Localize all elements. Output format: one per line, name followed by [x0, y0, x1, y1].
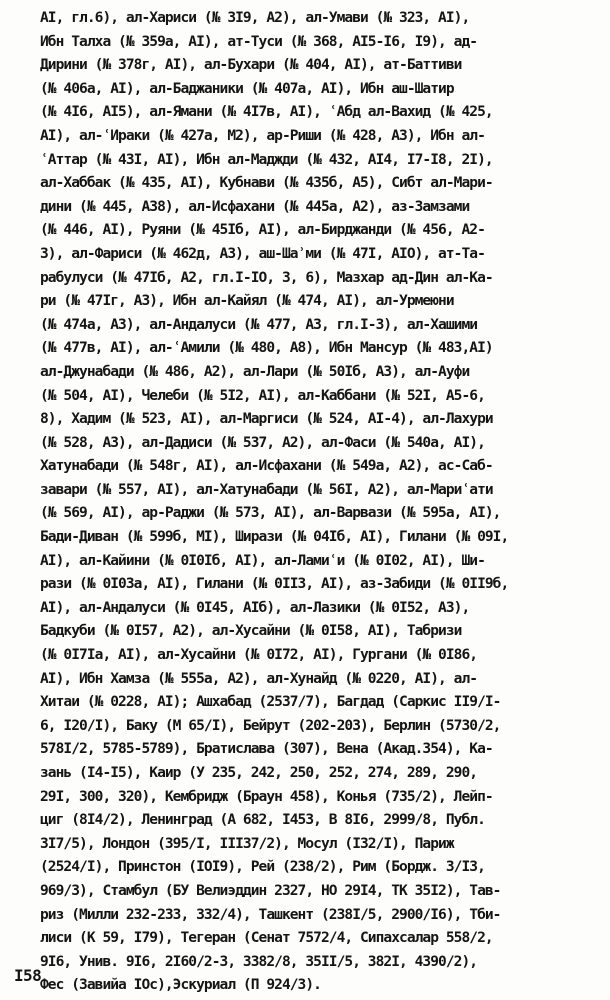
text-line: ри (№ 47Iг, A3), Ибн ал-Кайял (№ 474, AI), ал-Урмеюни	[40, 292, 454, 310]
text-line: Хитаи (№ 0228, AI); Ашхабад (2537/7), Багдад (Саркис II9/I-	[40, 693, 501, 711]
page-number: I58	[14, 966, 42, 985]
text-line: (№ 4I6, AI5), ал-Ямани (№ 4I7в, AI), ʿАбд ал-Вахид (№ 425,	[40, 103, 493, 121]
text-line: (№ 406а, AI), ал-Баджаники (№ 407а, AI), Ибн аш-Шатир	[40, 79, 454, 97]
text-line: (№ 477в, AI), ал-ʿАмили (№ 480, A8), Ибн Мансур (№ 483,AI)	[40, 339, 493, 357]
text-line: ʿАттар (№ 43I, AI), Ибн ал-Маджди (№ 432, AI4, I7-I8, 2I),	[40, 150, 493, 168]
text-line: циг (8I4/2), Ленинград (A 682, I453, В 8I6, 2999/8, Публ.	[40, 811, 485, 829]
text-line: риз (Милли 232-233, 332/4), Ташкент (238I/5, 2900/I6), Тби-	[40, 905, 501, 923]
body-text	[40, 6, 600, 997]
text-line: рабулуси (№ 47Iб, A2, гл.I-IO, 3, 6), Мазхар ад-Дин ал-Ка-	[40, 268, 493, 286]
text-line: Ибн Талха (№ 359а, AI), ат-Туси (№ 368, AI5-I6, I9), ад-	[40, 32, 478, 50]
text-line: 969/3), Стамбул (БУ Велиэддин 2327, НО 29I4, ТК 35I2), Тав-	[40, 881, 501, 899]
text-line: Бади-Диван (№ 599б, MI), Ширази (№ 04Iб, AI), Гилани (№ 09I,	[40, 528, 509, 546]
text-line: AI, гл.6), ал-Хариси (№ 3I9, A2), ал-Умави (№ 323, AI),	[40, 9, 470, 26]
text-line: ал-Джунабади (№ 486, A2), ал-Лари (№ 50Iб, A3), ал-Ауфи	[40, 362, 470, 380]
text-line: (№ 504, AI), Челеби (№ 5I2, AI), ал-Каббани (№ 52I, A5-6,	[40, 386, 485, 404]
text-line: лиси (К 59, I79), Тегеран (Сенат 7572/4, Сипахсалар 558/2,	[40, 929, 493, 947]
text-line: (№ 528, A3), ал-Дадиси (№ 537, A2), ал-Фаси (№ 540а, AI),	[40, 433, 485, 451]
text-line: (2524/I), Принстон (IOI9), Рей (238/2), Рим (Бордж. 3/I3,	[40, 858, 485, 876]
text-line: Хатунабади (№ 548г, AI), ал-Исфахани (№ 549а, A2), ас-Саб-	[40, 457, 493, 475]
text-line: 6, I20/I), Баку (М 65/I), Бейрут (202-203), Берлин (5730/2,	[40, 716, 501, 734]
text-line: (№ 474а, A3), ал-Андалуси (№ 477, A3, гл.I-3), ал-Хашими	[40, 315, 478, 333]
text-line: (№ 0I7Iа, AI), ал-Хусайни (№ 0I72, AI), Гургани (№ 0I86,	[40, 646, 478, 664]
text-line: 9I6, Унив. 9I6, 2I60/2-3, 3382/8, 35II/5, 382I, 4390/2),	[40, 952, 478, 970]
text-line: завари (№ 557, AI), ал-Хатунабади (№ 56I, A2), ал-Мариʿати	[40, 480, 493, 498]
text-line: Фес (Завийа IOс),Эскуриал (П 924/3).	[40, 976, 321, 994]
text-line: рази (№ 0I03а, AI), Гилани (№ 0II3, AI), аз-Забиди (№ 0II9б,	[40, 575, 509, 593]
text-line: 8), Хадим (№ 523, AI), ал-Маргиси (№ 524, AI-4), ал-Лахури	[40, 410, 493, 428]
text-line: Бадкуби (№ 0I57, A2), ал-Хусайни (№ 0I58, AI), Табризи	[40, 622, 462, 640]
text-line: AI), ал-ʿИраки (№ 427а, M2), ар-Риши (№ 428, A3), Ибн ал-	[40, 126, 485, 144]
text-line: 3), ал-Фариси (№ 462д, A3), аш-Шаʾми (№ 47I, AIO), ат-Та-	[40, 244, 485, 262]
text-line: AI), ал-Андалуси (№ 0I45, AIб), ал-Лазики (№ 0I52, A3),	[40, 598, 470, 616]
text-line: 3I7/5), Лондон (395/I, III37/2), Мосул (I32/I), Париж	[40, 834, 454, 852]
text-line: 578I/2, 5785-5789), Братислава (307), Вена (Акад.354), Ка-	[40, 740, 493, 758]
text-line: AI), ал-Кайини (№ 0I0Iб, AI), ал-Ламиʿи (№ 0I02, AI), Ши-	[40, 551, 485, 569]
text-line: 29I, 300, 320), Кембридж (Браун 458), Конья (735/2), Лейп-	[40, 787, 493, 805]
text-line: (№ 569, AI), ар-Раджи (№ 573, AI), ал-Варвази (№ 595а, AI),	[40, 504, 501, 522]
text-line: дини (№ 445, A38), ал-Исфахани (№ 445а, A2), аз-Замзами	[40, 197, 470, 215]
text-line: AI), Ибн Хамза (№ 555а, A2), ал-Хунайд (№ 0220, AI), ал-	[40, 669, 478, 687]
text-line: ал-Хаббак (№ 435, AI), Кубнави (№ 435б, A5), Сибт ал-Мари-	[40, 174, 493, 192]
text-line: зань (I4-I5), Каир (У 235, 242, 250, 252, 274, 289, 290,	[40, 764, 478, 781]
text-line: Дирини (№ 378г, AI), ал-Бухари (№ 404, AI), ат-Баттиви	[40, 56, 462, 74]
text-line: (№ 446, AI), Руяни (№ 45Iб, AI), ал-Бирджанди (№ 456, A2-	[40, 221, 485, 239]
